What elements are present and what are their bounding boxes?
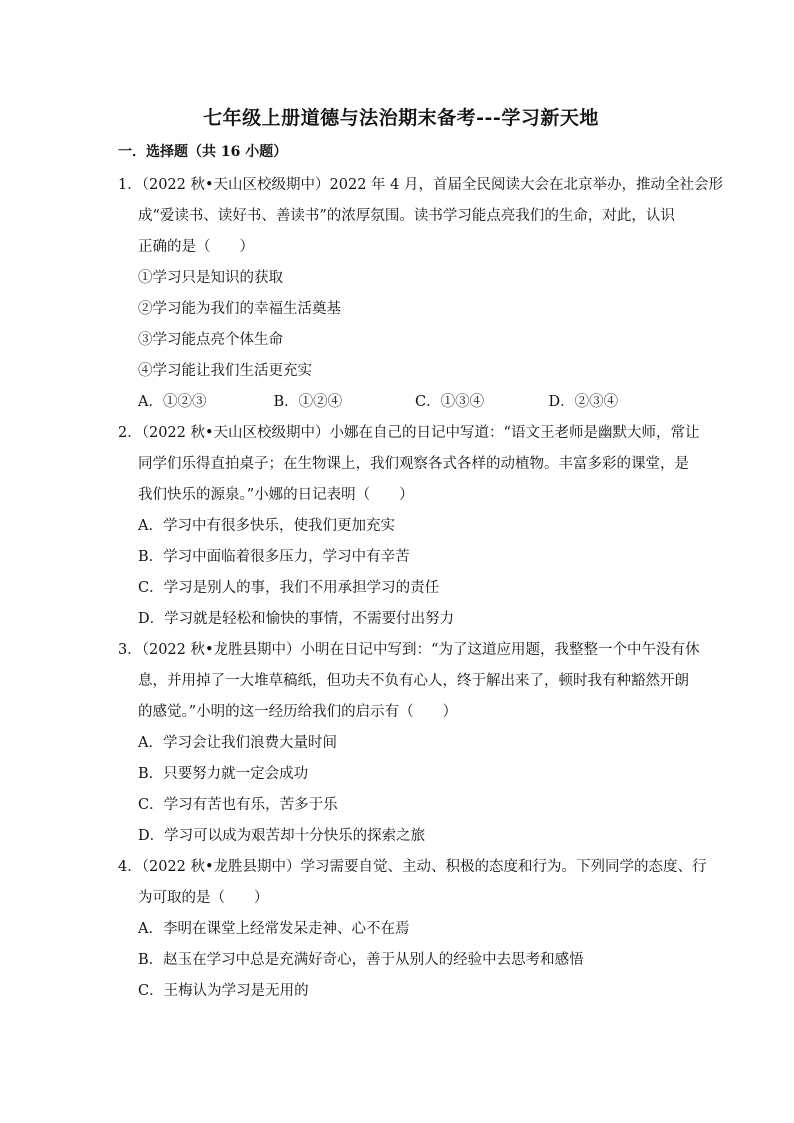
answer-option-a: A．①②③ <box>138 394 207 410</box>
question-stem-line: 2．（2022 秋•天山区校级期中）小娜在自己的日记中写道：“语文王老师是幽默大师，常让 <box>118 425 700 441</box>
question-stem-line: 为可取的是（ ） <box>138 890 269 906</box>
answer-option-a: A．学习会让我们浪费大量时间 <box>138 735 337 751</box>
answer-option-c: C．王梅认为学习是无用的 <box>138 983 309 999</box>
page-title: 七年级上册道德与法治期末备考---学习新天地 <box>203 107 599 129</box>
question-stem-line: 的感觉。”小明的这一经历给我们的启示有（ ） <box>138 704 458 720</box>
section-heading: 一．选择题（共 16 小题） <box>118 144 288 160</box>
answer-options <box>118 387 684 418</box>
answer-option-c: C．①③④ <box>414 394 485 410</box>
answer-option-d: D．学习可以成为艰苦却十分快乐的探索之旅 <box>138 828 426 844</box>
question-1 <box>118 170 723 418</box>
answer-option-a: A．李明在课堂上经常发呆走神、心不在焉 <box>138 921 410 937</box>
statement-item: ①学习只是知识的获取 <box>138 270 283 286</box>
answer-option-c: C．学习有苦也有乐，苦多于乐 <box>138 797 338 813</box>
answer-option-a: A．学习中有很多快乐，使我们更加充实 <box>138 518 395 534</box>
statement-item: ③学习能点亮个体生命 <box>138 332 283 348</box>
question-3 <box>118 635 700 852</box>
question-stem-line: 成“爱读书、读好书、善读书”的浓厚氛围。读书学习能点亮我们的生命，对此，认识 <box>138 208 675 224</box>
statement-item: ④学习能让我们生活更充实 <box>138 363 312 379</box>
question-stem-line: 3．（2022 秋•龙胜县期中）小明在日记中写到：“为了这道应用题，我整整一个中午没有休 <box>118 642 700 658</box>
question-stem-line: 4．（2022 秋•龙胜县期中）学习需要自觉、主动、积极的态度和行为。下列同学的态度、行 <box>118 859 707 875</box>
statement-item: ②学习能为我们的幸福生活奠基 <box>138 301 341 317</box>
answer-option-d: D．学习就是轻松和愉快的事情，不需要付出努力 <box>138 611 455 627</box>
question-4 <box>118 852 707 1007</box>
answer-option-d: D．②③④ <box>548 394 619 410</box>
answer-option-b: B．学习中面临着很多压力，学习中有辛苦 <box>138 549 410 565</box>
question-stem-line: 我们快乐的源泉。”小娜的日记表明（ ） <box>138 487 414 503</box>
answer-option-b: B．只要努力就一定会成功 <box>138 766 309 782</box>
answer-option-b: B．①②④ <box>273 394 343 410</box>
question-2 <box>118 418 700 635</box>
question-stem-line: 同学们乐得直拍桌子；在生物课上，我们观察各式各样的动植物。丰富多彩的课堂，是 <box>138 456 689 472</box>
answer-option-c: C．学习是别人的事，我们不用承担学习的责任 <box>138 580 440 596</box>
question-stem-line: 正确的是（ ） <box>138 239 254 255</box>
question-stem-line: 息，并用掉了一大堆草稿纸，但功夫不负有心人，终于解出来了，顿时我有种豁然开朗 <box>138 673 689 689</box>
question-stem-line: 1．（2022 秋•天山区校级期中）2022 年 4 月，首届全民阅读大会在北京举办，推动全社会形 <box>118 177 723 193</box>
answer-option-b: B．赵玉在学习中总是充满好奇心，善于从别人的经验中去思考和感悟 <box>138 952 584 968</box>
